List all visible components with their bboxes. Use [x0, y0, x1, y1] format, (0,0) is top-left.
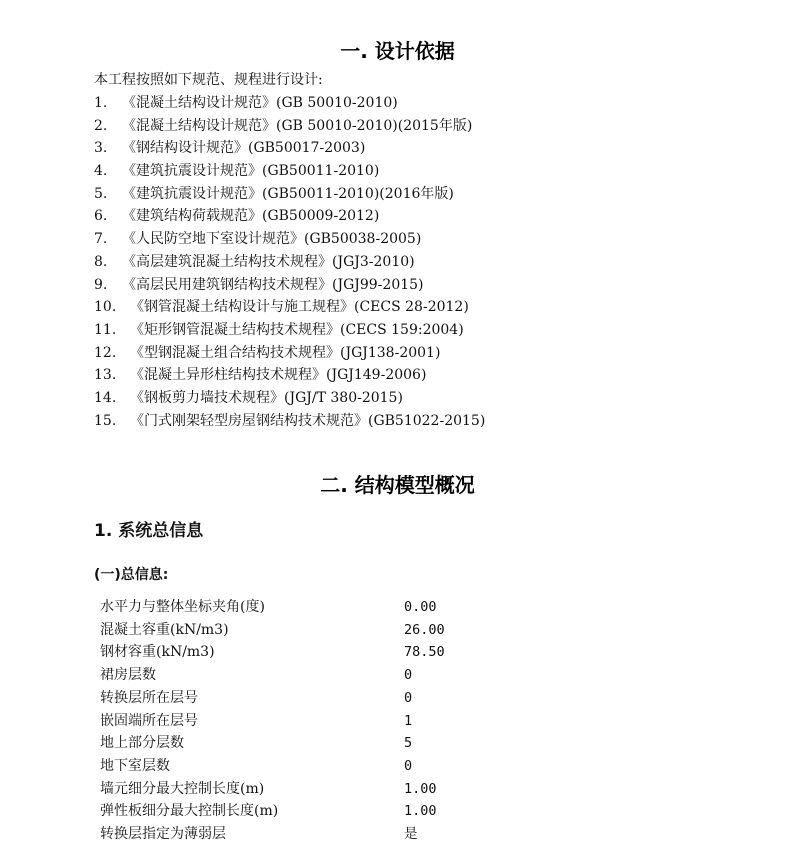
table-row — [100, 619, 524, 642]
standards-list — [94, 92, 485, 432]
param-label: 弹性板细分最大控制长度(m) — [100, 803, 279, 820]
list-item-text: 《混凝土结构设计规范》(GB 50010-2010) — [122, 95, 398, 111]
list-item-number: 2. — [94, 117, 108, 134]
list-item-number: 4. — [94, 163, 108, 180]
param-value: 0 — [404, 757, 413, 774]
param-value: 1 — [404, 712, 413, 729]
list-item-number: 14. — [94, 389, 117, 406]
list-item — [94, 160, 485, 183]
param-value: 是 — [404, 826, 418, 843]
param-label: 转换层指定为薄弱层 — [100, 826, 226, 843]
table-row — [100, 800, 524, 823]
table-row — [100, 778, 524, 801]
list-item-text: 《钢结构设计规范》(GB50017-2003) — [122, 140, 366, 157]
list-item-text: 《钢管混凝土结构设计与施工规程》(CECS 28-2012) — [130, 299, 469, 316]
list-item-number: 15. — [94, 412, 117, 429]
list-item — [94, 342, 485, 365]
list-item — [94, 183, 485, 206]
table-row — [100, 596, 524, 619]
list-item-number: 8. — [94, 253, 108, 270]
list-item-number: 12. — [94, 344, 117, 361]
list-item-text: 《人民防空地下室设计规范》(GB50038-2005) — [122, 231, 422, 248]
table-row — [100, 687, 524, 710]
list-item-number: 13. — [94, 367, 117, 384]
list-item-text: 《混凝土结构设计规范》(GB 50010-2010)(2015年版) — [122, 117, 473, 134]
list-item — [94, 319, 485, 342]
param-label: 地上部分层数 — [100, 735, 184, 752]
list-item — [94, 274, 485, 297]
list-item — [94, 137, 485, 160]
param-value: 0.00 — [404, 599, 437, 615]
param-value: 0 — [404, 667, 413, 684]
param-value: 1.00 — [404, 780, 437, 797]
subsection-title: 1. 系统总信息 — [94, 521, 204, 541]
list-item-number: 6. — [94, 208, 108, 225]
section-1-intro: 本工程按照如下规范、规程进行设计: — [94, 72, 323, 88]
list-item-number: 7. — [94, 231, 108, 248]
list-item — [94, 410, 485, 433]
section-2-title: 二. 结构模型概况 — [320, 473, 475, 497]
param-label: 嵌固端所在层号 — [100, 712, 198, 729]
list-item — [94, 364, 485, 387]
list-item — [94, 251, 485, 274]
list-item — [94, 92, 485, 115]
table-row — [100, 664, 524, 687]
list-item — [94, 205, 485, 228]
param-label: 墙元细分最大控制长度(m) — [100, 780, 265, 797]
list-item-text: 《钢板剪力墙技术规程》(JGJ/T 380-2015) — [130, 389, 403, 406]
list-item — [94, 296, 485, 319]
list-item-text: 《建筑抗震设计规范》(GB50011-2010) — [122, 163, 380, 180]
list-item-text: 《矩形钢管混凝土结构技术规程》(CECS 159:2004) — [130, 321, 464, 338]
list-item-text: 《门式刚架轻型房屋钢结构技术规范》(GB51022-2015) — [130, 412, 486, 429]
table-row — [100, 641, 524, 664]
list-item-text: 《建筑结构荷载规范》(GB50009-2012) — [122, 208, 380, 225]
list-item-text: 《高层建筑混凝土结构技术规程》(JGJ3-2010) — [122, 253, 415, 270]
param-label: 混凝土容重(kN/m3) — [100, 621, 229, 638]
list-item-number: 3. — [94, 140, 108, 157]
list-item-text: 《高层民用建筑钢结构技术规程》(JGJ99-2015) — [122, 276, 424, 293]
list-item-number: 1. — [94, 95, 108, 111]
list-item-text: 《型钢混凝土组合结构技术规程》(JGJ138-2001) — [130, 344, 441, 361]
list-item — [94, 387, 485, 410]
param-value: 1.00 — [404, 803, 437, 820]
table-row — [100, 755, 524, 778]
param-label: 地下室层数 — [100, 757, 170, 774]
table-row — [100, 732, 524, 755]
param-value: 5 — [404, 735, 413, 752]
list-item-text: 《建筑抗震设计规范》(GB50011-2010)(2016年版) — [122, 185, 454, 202]
param-value: 0 — [404, 689, 413, 706]
section-1-title: 一. 设计依据 — [340, 39, 455, 63]
group-title: (一)总信息: — [94, 567, 169, 583]
list-item — [94, 228, 485, 251]
list-item-number: 10. — [94, 299, 117, 316]
list-item-text: 《混凝土异形柱结构技术规程》(JGJ149-2006) — [130, 367, 427, 384]
general-info-table — [100, 596, 524, 846]
list-item-number: 5. — [94, 185, 108, 202]
param-value: 78.50 — [404, 644, 445, 661]
list-item-number: 11. — [94, 321, 117, 338]
table-row — [100, 823, 524, 846]
param-label: 裙房层数 — [100, 667, 156, 684]
param-label: 水平力与整体坐标夹角(度) — [100, 599, 265, 615]
param-value: 26.00 — [404, 621, 445, 638]
param-label: 钢材容重(kN/m3) — [100, 644, 215, 661]
list-item — [94, 115, 485, 138]
list-item-number: 9. — [94, 276, 108, 293]
table-row — [100, 710, 524, 733]
param-label: 转换层所在层号 — [100, 689, 198, 706]
